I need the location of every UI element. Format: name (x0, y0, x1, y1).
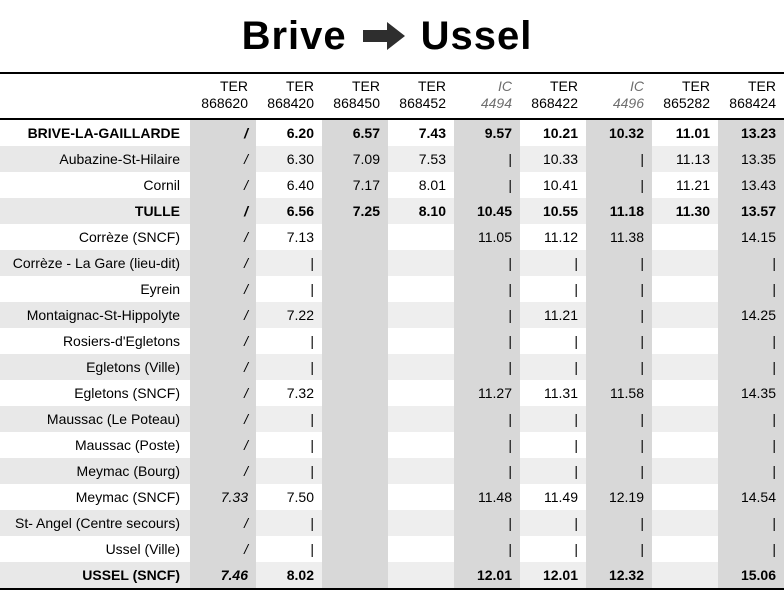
table-row (0, 510, 784, 536)
header-train-5 (454, 73, 520, 119)
train-number: 868424 (729, 95, 776, 111)
time-cell: 15.06 (718, 562, 784, 589)
time-cell: 11.18 (586, 198, 652, 224)
time-cell (322, 432, 388, 458)
time-cell: 13.23 (718, 119, 784, 146)
time-cell: 12.01 (520, 562, 586, 589)
time-cell: | (454, 328, 520, 354)
time-cell: | (454, 302, 520, 328)
time-cell: | (310, 437, 314, 453)
time-cell (652, 224, 718, 250)
time-cell: 8.01 (418, 177, 446, 193)
time-cell: | (520, 510, 586, 536)
train-type: TER (418, 78, 446, 94)
time-cell: 7.33 (190, 484, 256, 510)
time-cell: | (310, 333, 314, 349)
time-cell: 12.19 (586, 484, 652, 510)
stop-name: Eyrein (140, 281, 180, 297)
table-row (0, 354, 784, 380)
train-number: 868420 (267, 95, 314, 111)
header-train-7 (586, 73, 652, 119)
time-cell: | (718, 406, 784, 432)
time-cell (388, 562, 454, 589)
title-destination: Ussel (420, 14, 533, 58)
time-cell (652, 432, 718, 458)
time-cell: | (310, 281, 314, 297)
time-cell: 11.27 (454, 380, 520, 406)
time-cell: 7.17 (322, 172, 388, 198)
time-cell: | (454, 536, 520, 562)
table-row (0, 224, 784, 250)
time-cell: | (718, 536, 784, 562)
time-cell: 13.35 (718, 146, 784, 172)
page-title (0, 0, 774, 72)
time-cell (322, 302, 388, 328)
time-cell: 7.46 (190, 562, 256, 589)
time-cell: / (190, 328, 256, 354)
time-cell: 8.10 (388, 198, 454, 224)
train-type: TER (748, 78, 776, 94)
time-cell: / (190, 276, 256, 302)
stop-name: Maussac (Le Poteau) (0, 406, 190, 432)
time-cell: | (520, 406, 586, 432)
header-train-6 (520, 73, 586, 119)
time-cell: 7.53 (388, 146, 454, 172)
time-cell (388, 536, 454, 562)
time-cell: | (454, 432, 520, 458)
time-cell: | (454, 458, 520, 484)
time-cell (388, 484, 454, 510)
train-number: 4494 (480, 95, 512, 111)
time-cell: / (190, 119, 256, 146)
time-cell: 10.55 (520, 198, 586, 224)
time-cell: 11.21 (520, 302, 586, 328)
time-cell: 11.12 (544, 229, 578, 245)
title-origin: Brive (241, 14, 347, 58)
time-cell: 10.45 (454, 198, 520, 224)
time-cell: | (718, 432, 784, 458)
time-cell: 11.58 (586, 380, 652, 406)
time-cell: 14.54 (718, 484, 784, 510)
timetable-body (0, 119, 784, 589)
stop-name: BRIVE-LA-GAILLARDE (27, 125, 180, 141)
time-cell: 11.21 (676, 177, 710, 193)
stop-name: Corrèze - La Gare (lieu-dit) (0, 250, 190, 276)
time-cell: | (256, 458, 322, 484)
time-cell: 10.41 (542, 177, 578, 193)
stop-name: Egletons (Ville) (0, 354, 190, 380)
header-train-8 (652, 73, 718, 119)
train-type: TER (682, 78, 710, 94)
train-number: 868422 (531, 95, 578, 111)
stop-name: Rosiers-d'Egletons (62, 333, 180, 349)
time-cell: | (718, 354, 784, 380)
table-row (0, 172, 784, 198)
time-cell (388, 354, 454, 380)
train-number: 4496 (612, 95, 644, 111)
time-cell: | (586, 458, 652, 484)
train-number: 868452 (399, 95, 446, 111)
time-cell: 6.56 (256, 198, 322, 224)
table-row (0, 380, 784, 406)
time-cell: | (520, 354, 586, 380)
time-cell: / (190, 302, 256, 328)
time-cell: 12.32 (586, 562, 652, 589)
time-cell: | (256, 354, 322, 380)
time-cell: | (718, 250, 784, 276)
time-cell: 7.09 (322, 146, 388, 172)
time-cell: 7.43 (418, 125, 446, 141)
time-cell: 13.43 (718, 172, 784, 198)
time-cell: / (190, 406, 256, 432)
time-cell: 13.57 (718, 198, 784, 224)
time-cell: 12.01 (454, 562, 520, 589)
time-cell: 11.49 (544, 489, 578, 505)
train-type: TER (286, 78, 314, 94)
time-cell: | (718, 458, 784, 484)
time-cell: 7.13 (286, 229, 314, 245)
time-cell: 6.30 (256, 146, 322, 172)
time-cell (652, 250, 718, 276)
time-cell: 7.32 (286, 385, 314, 401)
time-cell (652, 328, 718, 354)
train-number: 868620 (201, 95, 248, 111)
time-cell (388, 458, 454, 484)
time-cell: | (454, 250, 520, 276)
time-cell: | (574, 281, 578, 297)
time-cell (322, 380, 388, 406)
time-cell: | (454, 406, 520, 432)
time-cell: 14.15 (718, 224, 784, 250)
table-row (0, 302, 784, 328)
table-row (0, 119, 784, 146)
time-cell: | (586, 510, 652, 536)
time-cell: | (520, 250, 586, 276)
time-cell: / (190, 198, 256, 224)
time-cell: | (586, 354, 652, 380)
time-cell (322, 536, 388, 562)
time-cell (322, 224, 388, 250)
time-cell (652, 276, 718, 302)
time-cell: 14.25 (718, 302, 784, 328)
time-cell: 8.02 (256, 562, 322, 589)
header-train-1 (190, 73, 256, 119)
time-cell: | (586, 328, 652, 354)
table-row (0, 562, 784, 589)
stop-name: TULLE (0, 198, 190, 224)
time-cell: / (190, 536, 256, 562)
train-number: 865282 (663, 95, 710, 111)
time-cell: | (586, 302, 652, 328)
time-cell: | (256, 510, 322, 536)
time-cell: | (454, 172, 520, 198)
time-cell: 7.50 (286, 489, 314, 505)
time-cell (388, 406, 454, 432)
table-row (0, 484, 784, 510)
time-cell: 11.01 (675, 125, 710, 141)
time-cell: / (190, 380, 256, 406)
time-cell (388, 224, 454, 250)
time-cell (388, 432, 454, 458)
time-cell: / (190, 458, 256, 484)
time-cell: | (586, 250, 652, 276)
time-cell: 9.57 (454, 119, 520, 146)
train-type: IC (630, 78, 644, 94)
table-row (0, 406, 784, 432)
timetable (0, 72, 784, 590)
time-cell: / (190, 250, 256, 276)
time-cell (322, 328, 388, 354)
time-cell: | (586, 172, 652, 198)
time-cell: | (454, 276, 520, 302)
table-row (0, 328, 784, 354)
time-cell: | (310, 541, 314, 557)
time-cell: | (586, 432, 652, 458)
time-cell (322, 562, 388, 589)
time-cell (652, 562, 718, 589)
time-cell (652, 406, 718, 432)
time-cell: | (586, 146, 652, 172)
time-cell: 6.57 (322, 119, 388, 146)
train-type: TER (352, 78, 380, 94)
table-row (0, 146, 784, 172)
timetable-header (0, 73, 784, 119)
stop-name: Corrèze (SNCF) (78, 229, 180, 245)
time-cell: 11.38 (586, 224, 652, 250)
time-cell: 7.25 (322, 198, 388, 224)
time-cell: 10.32 (586, 119, 652, 146)
time-cell (652, 302, 718, 328)
stop-name: St- Angel (Centre secours) (0, 510, 190, 536)
time-cell: | (574, 437, 578, 453)
time-cell: 11.05 (454, 224, 520, 250)
time-cell: / (190, 510, 256, 536)
train-number: 868450 (333, 95, 380, 111)
time-cell (652, 536, 718, 562)
time-cell (322, 354, 388, 380)
time-cell: | (256, 250, 322, 276)
time-cell: / (190, 224, 256, 250)
table-row (0, 432, 784, 458)
time-cell (388, 328, 454, 354)
time-cell: 11.13 (652, 146, 718, 172)
table-row (0, 250, 784, 276)
time-cell: 7.22 (256, 302, 322, 328)
stop-name: Ussel (Ville) (105, 541, 180, 557)
time-cell (388, 510, 454, 536)
time-cell: 10.33 (520, 146, 586, 172)
time-cell: 6.40 (286, 177, 314, 193)
time-cell: 14.35 (718, 380, 784, 406)
time-cell: | (586, 276, 652, 302)
time-cell: | (718, 276, 784, 302)
time-cell: / (190, 354, 256, 380)
time-cell: | (574, 333, 578, 349)
time-cell: | (586, 406, 652, 432)
time-cell: / (190, 172, 256, 198)
header-row (0, 73, 784, 119)
stop-name: Meymac (SNCF) (75, 489, 180, 505)
time-cell (652, 458, 718, 484)
header-train-9 (718, 73, 784, 119)
time-cell (322, 484, 388, 510)
time-cell (388, 250, 454, 276)
time-cell (652, 354, 718, 380)
time-cell: / (190, 146, 256, 172)
stop-name: Maussac (Poste) (74, 437, 180, 453)
table-row (0, 536, 784, 562)
time-cell (388, 380, 454, 406)
time-cell: 6.20 (286, 125, 314, 141)
stop-name: Meymac (Bourg) (0, 458, 190, 484)
time-cell (322, 458, 388, 484)
time-cell: | (454, 510, 520, 536)
header-stop-column (0, 73, 190, 119)
stop-name: Montaignac-St-Hippolyte (0, 302, 190, 328)
time-cell: | (454, 354, 520, 380)
time-cell: | (256, 406, 322, 432)
arrow-right-icon (361, 19, 407, 53)
time-cell: | (718, 328, 784, 354)
time-cell: / (190, 432, 256, 458)
table-row (0, 458, 784, 484)
time-cell: | (520, 458, 586, 484)
time-cell: | (454, 146, 520, 172)
time-cell: | (718, 510, 784, 536)
time-cell (322, 406, 388, 432)
header-train-2 (256, 73, 322, 119)
table-row (0, 198, 784, 224)
time-cell (388, 302, 454, 328)
time-cell: | (586, 536, 652, 562)
time-cell: 11.48 (454, 484, 520, 510)
header-train-4 (388, 73, 454, 119)
stop-name: Aubazine-St-Hilaire (0, 146, 190, 172)
time-cell: 10.21 (542, 125, 578, 141)
stop-name: Cornil (143, 177, 180, 193)
train-type: TER (550, 78, 578, 94)
time-cell (322, 510, 388, 536)
time-cell (388, 276, 454, 302)
train-type: TER (220, 78, 248, 94)
time-cell: 11.30 (652, 198, 718, 224)
header-train-3 (322, 73, 388, 119)
time-cell (322, 276, 388, 302)
time-cell (652, 380, 718, 406)
time-cell (322, 250, 388, 276)
train-type: IC (498, 78, 512, 94)
stop-name: USSEL (SNCF) (0, 562, 190, 589)
time-cell: 11.31 (544, 385, 578, 401)
stop-name: Egletons (SNCF) (74, 385, 180, 401)
table-row (0, 276, 784, 302)
time-cell (652, 510, 718, 536)
time-cell (652, 484, 718, 510)
time-cell: | (574, 541, 578, 557)
